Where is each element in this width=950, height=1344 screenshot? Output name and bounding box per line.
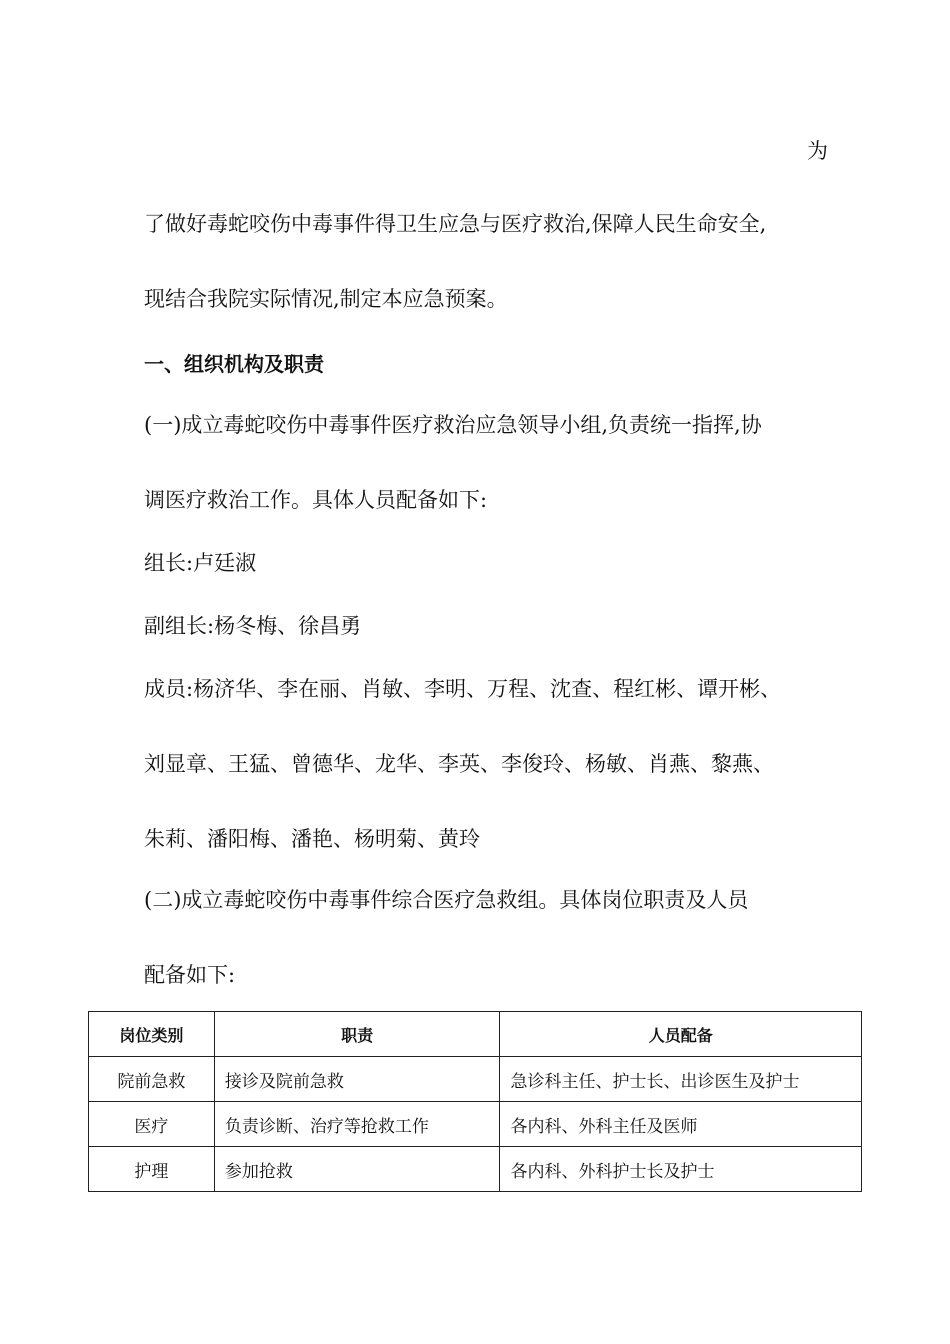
table-cell: 护理 — [89, 1147, 215, 1192]
paragraph-line: 为 — [807, 139, 828, 163]
table-row — [89, 1057, 862, 1102]
paragraph-line: (一)成立毒蛇咬伤中毒事件医疗救治应急领导小组,负责统一指挥,协 — [144, 413, 762, 437]
column-header-position: 岗位类别 — [89, 1012, 215, 1057]
table-cell: 医疗 — [89, 1102, 215, 1147]
table-cell: 负责诊断、治疗等抢救工作 — [214, 1102, 500, 1147]
section-heading: 一、组织机构及职责 — [144, 352, 324, 376]
column-header-duty: 职责 — [214, 1012, 500, 1057]
members-line: 成员:杨济华、李在丽、肖敏、李明、万程、沈查、程红彬、谭开彬、 — [144, 677, 782, 701]
paragraph-line: 调医疗救治工作。具体人员配备如下: — [144, 488, 488, 512]
table-cell: 各内科、外科主任及医师 — [500, 1102, 862, 1147]
column-header-staff: 人员配备 — [500, 1012, 862, 1057]
paragraph-line: 现结合我院实际情况,制定本应急预案。 — [144, 287, 508, 311]
table-cell: 接诊及院前急救 — [214, 1057, 500, 1102]
table-row — [89, 1147, 862, 1192]
table-cell: 院前急救 — [89, 1057, 215, 1102]
table-header-row — [89, 1012, 862, 1057]
table-row — [89, 1102, 862, 1147]
table-cell: 参加抢救 — [214, 1147, 500, 1192]
paragraph-line: 配备如下: — [144, 963, 236, 987]
paragraph-line: (二)成立毒蛇咬伤中毒事件综合医疗急救组。具体岗位职责及人员 — [144, 888, 749, 912]
table-cell: 各内科、外科护士长及护士 — [500, 1147, 862, 1192]
deputy-leader-line: 副组长:杨冬梅、徐昌勇 — [144, 614, 362, 638]
duty-table — [88, 1011, 862, 1192]
table-cell: 急诊科主任、护士长、出诊医生及护士 — [500, 1057, 862, 1102]
leader-line: 组长:卢廷淑 — [144, 551, 257, 575]
paragraph-line: 了做好毒蛇咬伤中毒事件得卫生应急与医疗救治,保障人民生命安全, — [144, 212, 767, 236]
members-line: 朱莉、潘阳梅、潘艳、杨明菊、黄玲 — [144, 827, 480, 851]
members-line: 刘显章、王猛、曾德华、龙华、李英、李俊玲、杨敏、肖燕、黎燕、 — [144, 752, 774, 776]
